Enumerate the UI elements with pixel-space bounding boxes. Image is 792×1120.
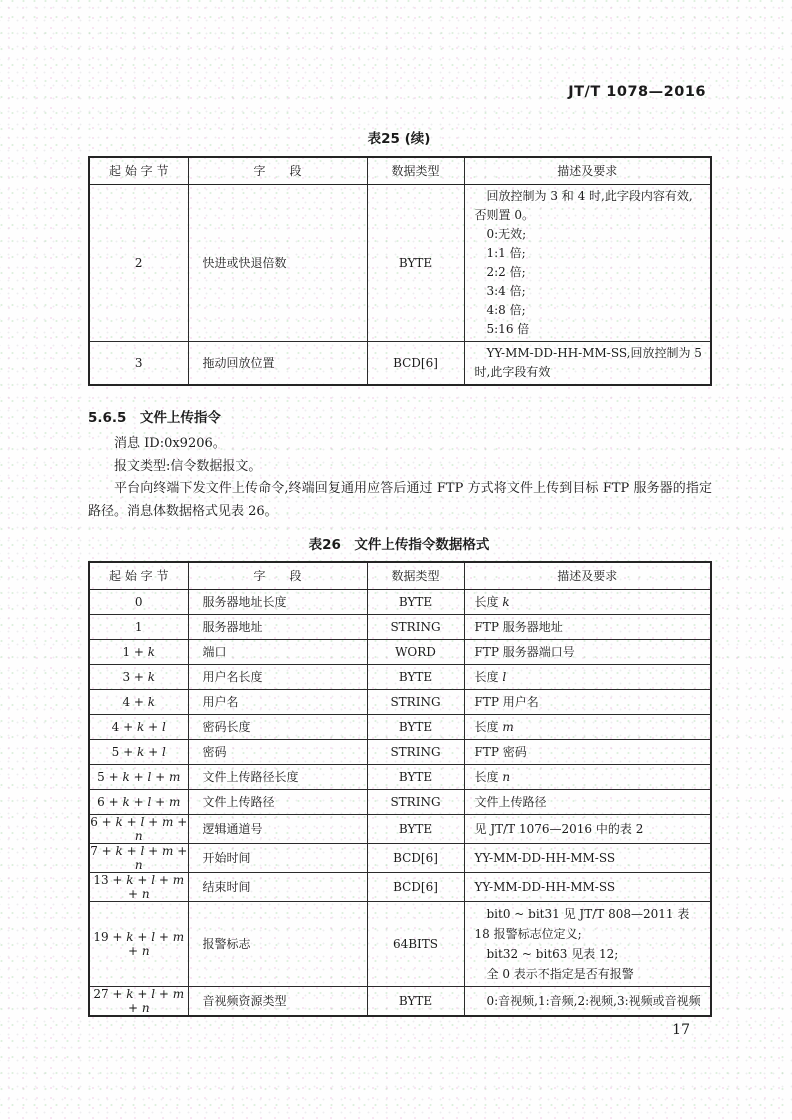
description-line: 4:8 倍; (474, 302, 526, 317)
start-byte-cell: 5 + k + l + m (89, 764, 188, 789)
field-name-cell: 密码长度 (188, 714, 367, 739)
description-line: bit0 ~ bit31 见 JT/T 808—2011 表 18 报警标志位定义; (474, 906, 690, 941)
description-line: FTP 服务器端口号 (474, 644, 575, 659)
paragraph-message-type: 报文类型:信令数据报文。 (114, 458, 262, 474)
start-byte-cell: 4 + k + l (89, 714, 188, 739)
table-row (89, 689, 711, 714)
data-type-cell: BYTE (367, 589, 464, 614)
data-type-cell: BYTE (367, 986, 464, 1016)
table-row (89, 589, 711, 614)
start-byte-cell: 13 + k + l + m + n (89, 872, 188, 901)
data-type-cell: BYTE (367, 814, 464, 843)
table-row (89, 789, 711, 814)
start-byte-cell: 1 (89, 614, 188, 639)
paragraph-message-id: 消息 ID:0x9206。 (114, 436, 226, 451)
description-line: 5:16 倍 (474, 321, 530, 336)
table25 (88, 156, 712, 386)
column-header-field: 字 段 (188, 157, 367, 184)
table26 (88, 561, 712, 1017)
start-byte-cell: 27 + k + l + m + n (89, 986, 188, 1016)
section-paragraphs (88, 433, 712, 523)
field-name-cell: 服务器地址 (188, 614, 367, 639)
data-type-cell: BCD[6] (367, 341, 464, 385)
column-header-start-byte: 起 始 字 节 (89, 562, 188, 589)
description-cell (464, 814, 711, 843)
column-header-description: 描述及要求 (464, 562, 711, 589)
column-header-data-type: 数据类型 (367, 562, 464, 589)
table-row (89, 986, 711, 1016)
data-type-cell: BCD[6] (367, 843, 464, 872)
description-line: 0:音视频,1:音频,2:视频,3:视频或音视频 (474, 993, 701, 1008)
description-cell (464, 843, 711, 872)
field-name-cell: 结束时间 (188, 872, 367, 901)
description-cell (464, 589, 711, 614)
field-name-cell: 用户名 (188, 689, 367, 714)
description-cell (464, 764, 711, 789)
table26-header-row (89, 562, 711, 589)
description-line: 见 JT/T 1076—2016 中的表 2 (474, 821, 644, 836)
description-line: 回放控制为 3 和 4 时,此字段内容有效,否则置 0。 (474, 188, 693, 222)
description-line: 长度 k (474, 594, 510, 609)
start-byte-cell: 19 + k + l + m + n (89, 901, 188, 986)
column-header-data-type: 数据类型 (367, 157, 464, 184)
table25-title: 表25 (续) (367, 131, 431, 147)
table-row (89, 739, 711, 764)
description-cell (464, 986, 711, 1016)
description-line: YY-MM-DD-HH-MM-SS (474, 850, 616, 865)
description-line: 0:无效; (474, 226, 527, 241)
description-line: 全 0 表示不指定是否有报警 (474, 966, 634, 981)
start-byte-cell: 4 + k (89, 689, 188, 714)
table-row (89, 614, 711, 639)
table26-body (89, 589, 711, 1016)
description-cell (464, 714, 711, 739)
table-row (89, 184, 711, 341)
field-name-cell: 拖动回放位置 (188, 341, 367, 385)
table26-title: 表26 文件上传指令数据格式 (308, 537, 490, 553)
column-header-field: 字 段 (188, 562, 367, 589)
table-row (89, 639, 711, 664)
description-line: 3:4 倍; (474, 283, 526, 298)
data-type-cell: BYTE (367, 714, 464, 739)
data-type-cell: 64BITS (367, 901, 464, 986)
section-heading: 5.6.5 文件上传指令 (88, 410, 221, 426)
description-cell (464, 639, 711, 664)
table-row (89, 814, 711, 843)
description-line: FTP 服务器地址 (474, 619, 563, 634)
description-cell (464, 872, 711, 901)
table-row (89, 664, 711, 689)
field-name-cell: 用户名长度 (188, 664, 367, 689)
start-byte-cell: 3 (89, 341, 188, 385)
start-byte-cell: 1 + k (89, 639, 188, 664)
start-byte-cell: 6 + k + l + m + n (90, 814, 188, 843)
description-line: 1:1 倍; (474, 245, 526, 260)
table-row (89, 872, 711, 901)
data-type-cell: BYTE (367, 664, 464, 689)
table-row (89, 764, 711, 789)
table25-header-row (89, 157, 711, 184)
data-type-cell: STRING (367, 689, 464, 714)
description-line: YY-MM-DD-HH-MM-SS,回放控制为 5 时,此字段有效 (474, 345, 702, 379)
start-byte-cell: 0 (89, 589, 188, 614)
description-cell (464, 689, 711, 714)
column-header-start-byte: 起 始 字 节 (89, 157, 188, 184)
description-line: 长度 l (474, 669, 507, 684)
description-cell (464, 664, 711, 689)
field-name-cell: 开始时间 (188, 843, 367, 872)
description-line: 长度 n (474, 769, 511, 784)
data-type-cell: BYTE (367, 184, 464, 341)
data-type-cell: BCD[6] (367, 872, 464, 901)
description-line: 文件上传路径 (474, 794, 547, 809)
field-name-cell: 音视频资源类型 (188, 986, 367, 1016)
field-name-cell: 逻辑通道号 (188, 814, 367, 843)
start-byte-cell: 5 + k + l (89, 739, 188, 764)
table-row (89, 901, 711, 986)
table-row (89, 341, 711, 385)
data-type-cell: BYTE (367, 764, 464, 789)
table25-body (89, 184, 711, 385)
standard-number-header: JT/T 1078—2016 (568, 84, 706, 100)
field-name-cell: 密码 (188, 739, 367, 764)
start-byte-cell: 2 (89, 184, 188, 341)
field-name-cell: 服务器地址长度 (188, 589, 367, 614)
field-name-cell: 端口 (188, 639, 367, 664)
start-byte-cell: 7 + k + l + m + n (90, 843, 188, 872)
data-type-cell: STRING (367, 614, 464, 639)
field-name-cell: 文件上传路径长度 (188, 764, 367, 789)
description-cell (464, 341, 711, 385)
start-byte-cell: 3 + k (89, 664, 188, 689)
description-line: YY-MM-DD-HH-MM-SS (474, 879, 616, 894)
data-type-cell: STRING (367, 739, 464, 764)
description-cell (464, 614, 711, 639)
field-name-cell: 快进或快退倍数 (188, 184, 367, 341)
page-number: 17 (672, 1022, 690, 1038)
column-header-description: 描述及要求 (464, 157, 711, 184)
description-line: FTP 用户名 (474, 694, 539, 709)
field-name-cell: 报警标志 (188, 901, 367, 986)
table-row (89, 714, 711, 739)
description-line: FTP 密码 (474, 744, 527, 759)
description-cell (464, 901, 711, 986)
description-line: 长度 m (474, 719, 514, 734)
description-line: 2:2 倍; (474, 264, 526, 279)
field-name-cell: 文件上传路径 (188, 789, 367, 814)
description-cell (464, 739, 711, 764)
description-cell (464, 789, 711, 814)
data-type-cell: STRING (367, 789, 464, 814)
paragraph-description: 平台向终端下发文件上传命令,终端回复通用应答后通过 FTP 方式将文件上传到目标 FTP 服务器的指定路径。消息体数据格式见表 26。 (88, 481, 712, 519)
data-type-cell: WORD (367, 639, 464, 664)
start-byte-cell: 6 + k + l + m (89, 789, 188, 814)
description-cell (464, 184, 711, 341)
description-line: bit32 ~ bit63 见表 12; (474, 946, 619, 961)
table-row (89, 843, 711, 872)
